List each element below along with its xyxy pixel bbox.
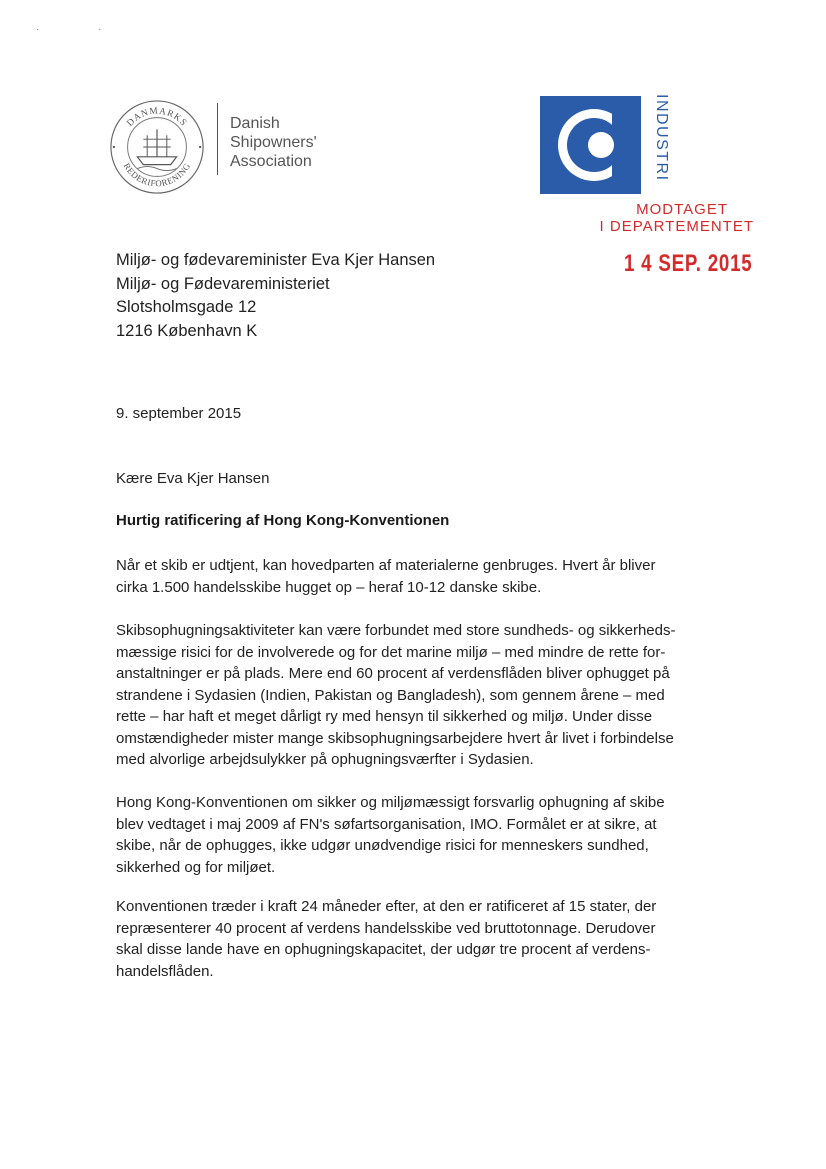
address-line: Miljø- og Fødevareministeriet	[116, 274, 330, 293]
paragraph-line: Når et skib er udtjent, kan hovedparten af materialerne genbruges. Hvert år bliver	[116, 557, 656, 574]
paragraph-line: blev vedtaget i maj 2009 af FN's søfartsorganisation, IMO. Formålet er at sikre, at	[116, 815, 657, 833]
paragraph-line: strandene i Sydasien (Indien, Pakistan og Bangladesh), som gennem årene – med	[116, 686, 665, 704]
address-line: 1216 København K	[116, 321, 258, 340]
letter-date: 9. september 2015	[116, 405, 242, 422]
address-line: Slotsholmsgade 12	[116, 298, 257, 316]
recipient-address	[116, 249, 435, 343]
paragraph-line: Hong Kong-Konventionen om sikker og miljømæssigt forsvarlig ophugning af skibe	[116, 794, 665, 811]
di-logo-icon	[540, 96, 641, 194]
logo-divider	[217, 103, 218, 175]
paragraph-line: sikkerhed og for miljøet.	[116, 858, 276, 876]
paragraph-line: omstændigheder mister mange skibsophugningsarbejdere hvert år livet i forbindelse	[116, 729, 674, 747]
paragraph-line: handelsflåden.	[116, 962, 214, 980]
dsa-name-line: Danish	[230, 115, 280, 132]
salutation: Kære Eva Kjer Hansen	[116, 470, 270, 487]
dsa-name-line: Shipowners'	[230, 134, 317, 151]
paragraph-1	[116, 555, 716, 598]
stamp-date: 1 4 SEP. 2015	[624, 250, 753, 277]
paragraph-4	[116, 896, 716, 982]
paragraph-line: cirka 1.500 handelsskibe hugget op – heraf 10-12 danske skibe.	[116, 578, 542, 596]
paragraph-line: med alvorlige arbejdsulykker på ophugningsværfter i Sydasien.	[116, 751, 534, 768]
paragraph-line: mæssige risici for de involverede og for det marine miljø – med mindre de rette for-	[116, 643, 666, 661]
stamp-line-2: I DEPARTEMENTET	[599, 218, 754, 235]
received-stamp	[596, 201, 754, 235]
svg-text:REDERIFORENING: REDERIFORENING	[121, 161, 193, 189]
paragraph-line: skal disse lande have en ophugningskapacitet, der udgør tre procent af verdens-	[116, 941, 651, 958]
paragraph-line: Skibsophugningsaktiviteter kan være forbundet med store sundheds- og sikkerheds-	[116, 622, 676, 639]
di-wordmark	[646, 94, 668, 194]
di-word: INDUSTRI	[653, 94, 670, 182]
paragraph-line: repræsenterer 40 procent af verdens handelsskibe ved bruttotonnage. Derudover	[116, 919, 656, 937]
danish-shipowners-seal	[108, 98, 206, 196]
paragraph-line: rette – har haft et meget dårligt ry med hensyn til sikkerhed og miljø. Under disse	[116, 708, 653, 725]
paragraph-3	[116, 792, 716, 878]
paragraph-line: anstaltninger er på plads. Mere end 60 procent af verdensflåden bliver ophugget på	[116, 665, 670, 682]
scan-specks: · ·	[36, 24, 130, 35]
svg-text:DANMARKS: DANMARKS	[125, 106, 189, 129]
dsa-name	[230, 114, 317, 171]
address-line: Miljø- og fødevareminister Eva Kjer Hansen	[116, 251, 436, 269]
stamp-line-1: MODTAGET	[636, 201, 728, 218]
letter-subject: Hurtig ratificering af Hong Kong-Konventionen	[116, 512, 450, 529]
dsa-name-line: Association	[230, 153, 312, 170]
paragraph-line: skibe, når de ophugges, ikke udgør unødvendige risici for menneskers sundhed,	[116, 837, 649, 854]
paragraph-line: Konventionen træder i kraft 24 måneder efter, at den er ratificeret af 15 stater, der	[116, 898, 657, 915]
paragraph-2	[116, 620, 716, 771]
